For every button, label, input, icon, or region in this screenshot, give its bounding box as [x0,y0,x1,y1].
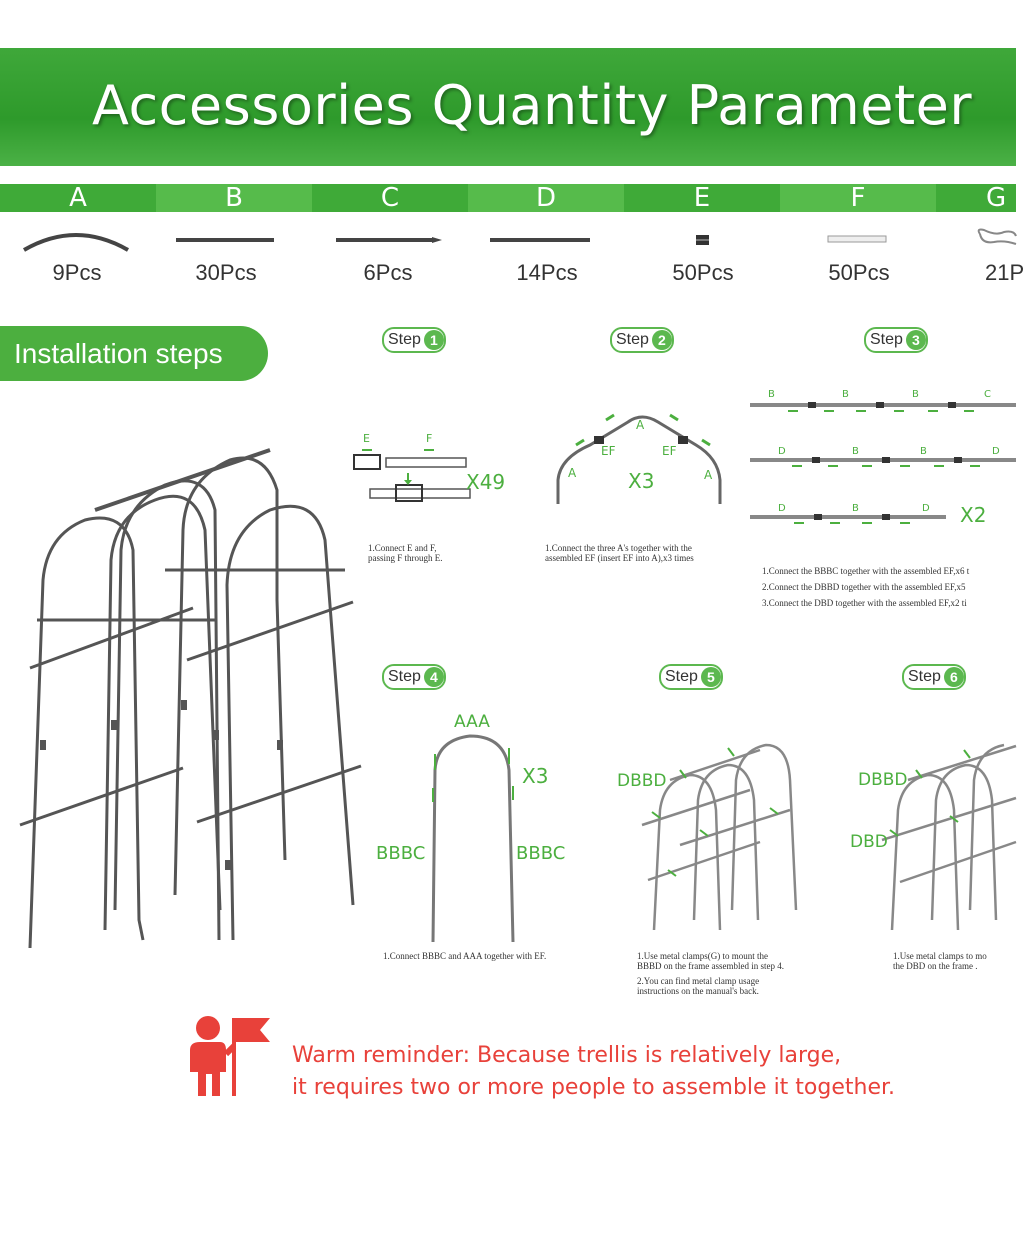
step-2-multiplier: X3 [628,469,655,493]
step-2-word: Step [616,331,649,348]
step-1-label-f: F [426,432,433,445]
step-4-badge [382,664,446,690]
step-2-label-a-top: A [636,418,645,432]
reminder-line-1: Warm reminder: Because trellis is relatively large, [292,1043,842,1068]
step-1-badge [382,327,446,353]
step-4-word: Step [388,668,421,685]
step-3-number: 3 [906,330,926,350]
step-6-diagram [880,730,1016,945]
installation-steps-label: Installation steps [0,326,268,381]
step-5-caption-line: instructions on the manual's back. [637,986,759,996]
step-3-word: Step [870,331,903,348]
step-3-caption-line: 1.Connect the BBBC together with the assembled EF,x6 t [762,566,970,576]
part-e-connector-icon [696,235,710,247]
step-4-multiplier: X3 [522,764,549,788]
part-letters-bar [0,184,1016,212]
step-4-diagram [425,730,525,945]
step-4-label-aaa: AAA [454,712,490,732]
part-g-clamp-icon [974,226,1016,252]
step-2-label-a-right: A [704,468,713,482]
step-1-caption-line: passing F through E. [368,553,443,563]
step-3-row1-b1: B [768,389,775,400]
step-3-row1-c: C [984,389,991,400]
step-6-number: 6 [944,667,964,687]
part-qty-e: 50Pcs [672,260,734,285]
step-1-caption [368,543,443,563]
step-3-row2-b1: B [852,446,859,457]
part-qty-f: 50Pcs [828,260,890,285]
step-2-caption [545,543,694,563]
part-letter-a: A [0,184,156,212]
warm-reminder-text [292,1040,895,1104]
reminder-person-flag-icon [186,1010,276,1100]
step-5-caption-line: 1.Use metal clamps(G) to mount the [637,951,768,961]
step-3-caption-line: 3.Connect the DBD together with the assembled EF,x2 ti [762,598,967,608]
reminder-line-2: it requires two or more people to assemble it together. [292,1075,896,1100]
step-4-caption [383,951,546,961]
step-4-label-bbbc-right: BBBC [516,843,566,864]
title-banner [0,48,1016,170]
part-letter-c: C [312,184,468,212]
step-5-diagram [640,730,800,945]
step-6-label-dbd: DBD [850,832,888,852]
part-a-arc-pipe-icon [20,226,132,256]
step-3-row3-b: B [852,503,859,514]
step-2-label-ef-right: EF [662,444,677,458]
step-3-multiplier: X2 [960,503,987,527]
step-1-diagram [350,440,480,510]
part-qty-a: 9Pcs [52,260,102,285]
part-letter-b: B [156,184,312,212]
part-c-stake-pipe-icon [336,236,446,246]
part-letter-d: D [468,184,624,212]
step-2-label-ef-left: EF [601,444,616,458]
step-5-caption-line: BBBD on the frame assembled in step 4. [637,961,784,971]
step-3-row3-d1: D [778,503,786,514]
step-1-label-e: E [363,432,370,445]
step-2-caption-line: assembled EF (insert EF into A),x3 times [545,553,694,563]
step-6-caption-line: the DBD on the frame . [893,961,978,971]
step-3-row2-b2: B [920,446,927,457]
step-1-word: Step [388,331,421,348]
step-2-number: 2 [652,330,672,350]
step-4-caption-line: 1.Connect BBBC and AAA together with EF. [383,951,547,961]
step-3-row2-d2: D [992,446,1000,457]
step-1-number: 1 [424,330,444,350]
step-6-word: Step [908,668,941,685]
step-4-label-bbbc-left: BBBC [376,843,426,864]
step-5-caption-line: 2.You can find metal clamp usage [637,976,760,986]
part-qty-b: 30Pcs [195,260,257,285]
step-2-label-a-left: A [568,466,577,480]
step-3-row2-d1: D [778,446,786,457]
part-letter-g: G [936,184,1016,212]
trellis-assembled-illustration [15,440,365,960]
step-5-label-dbbd: DBBD [617,771,667,791]
step-3-caption [762,563,969,611]
step-6-caption-line: 1.Use metal clamps to mo [893,951,987,961]
step-1-caption-line: 1.Connect E and F, [368,543,437,553]
part-letter-e: E [624,184,780,212]
part-qty-d: 14Pcs [516,260,578,285]
step-3-badge [864,327,928,353]
part-f-sleeve-icon [828,235,888,245]
part-letter-f: F [780,184,936,212]
part-d-short-pipe-icon [490,236,594,246]
step-4-number: 4 [424,667,444,687]
page-title: Accessories Quantity Parameter [92,74,973,137]
step-6-badge [902,664,966,690]
step-5-number: 5 [701,667,721,687]
step-3-row3-d2: D [922,503,930,514]
step-5-badge [659,664,723,690]
step-5-word: Step [665,668,698,685]
part-qty-g: 21P [985,260,1024,285]
part-qty-c: 6Pcs [363,260,413,285]
step-3-row1-b2: B [842,389,849,400]
step-2-badge [610,327,674,353]
step-6-caption [893,951,987,971]
step-5-caption [637,951,784,996]
step-2-caption-line: 1.Connect the three A's together with the [545,543,692,553]
part-b-straight-pipe-icon [176,236,276,246]
step-3-caption-line: 2.Connect the DBBD together with the assembled EF,x5 [762,582,966,592]
step-3-row1-b3: B [912,389,919,400]
step-6-label-dbbd: DBBD [858,770,908,790]
step-1-multiplier: X49 [466,470,506,494]
